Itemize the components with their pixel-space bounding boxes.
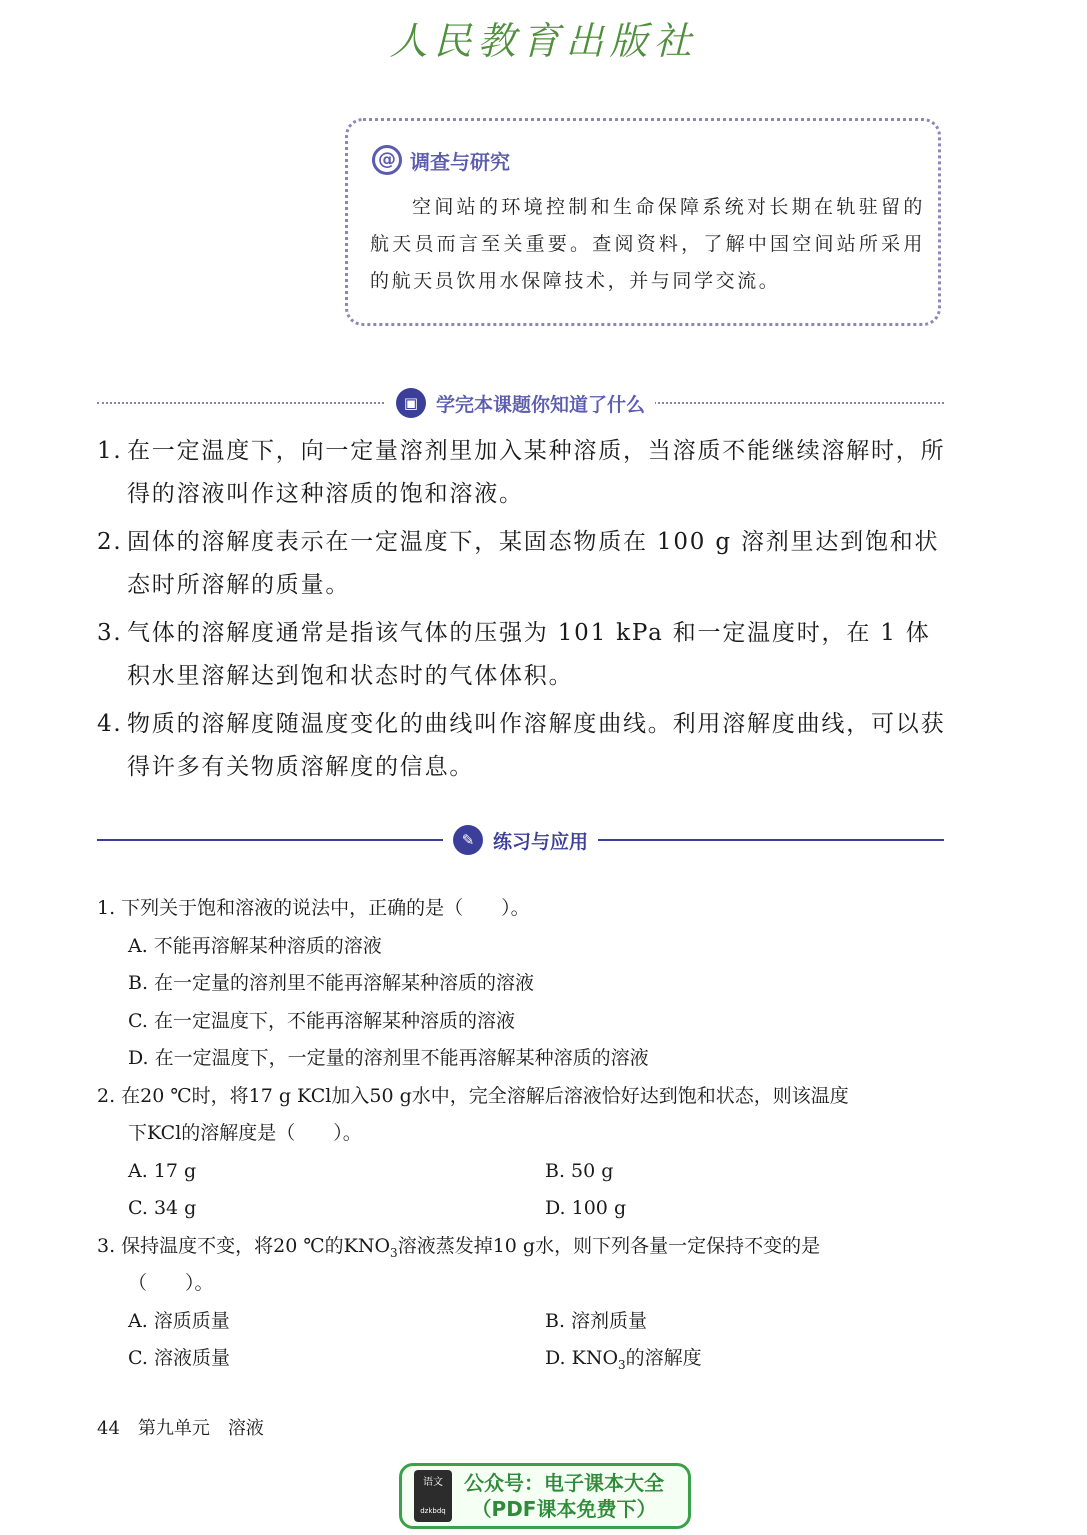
summary-item: 2. 固体的溶解度表示在一定温度下，某固态物质在 100 g 溶剂里达到饱和状态时所溶解的质量。 xyxy=(97,529,940,598)
promo-text: 公众号：电子课本大全 （PDF课本免费下） xyxy=(464,1471,664,1521)
question-2-options-row xyxy=(97,1190,947,1228)
at-sign-icon: @ xyxy=(372,145,402,175)
question-3-options-row xyxy=(97,1303,947,1341)
question-2-stem: 2. 在20 ℃时，将17 g KCl加入50 g水中，完全溶解后溶液恰好达到饱和状态，则该温度 xyxy=(97,1084,849,1107)
summary-heading-label xyxy=(386,388,655,418)
inquiry-text: 空间站的环境控制和生命保障系统对长期在轨驻留的航天员而言至关重要。查阅资料，了解中国空间站所采用的航天员饮用水保障技术，并与同学交流。 xyxy=(370,196,925,292)
summary-list xyxy=(97,430,947,789)
question-3-option-d: D. $KNO_3$的溶解度 xyxy=(545,1347,702,1372)
publisher-logo: 人民教育出版社 xyxy=(389,19,698,63)
pencil-icon: ✎ xyxy=(453,825,483,855)
question-1-option-a: A. 不能再溶解某种溶质的溶液 xyxy=(128,934,382,957)
summary-item: 3. 气体的溶解度通常是指该气体的压强为 101 kPa 和一定温度时，在 1 体积水里溶解达到饱和状态时的气体体积。 xyxy=(97,620,931,689)
question-1-option-c: C. 在一定温度下，不能再溶解某种溶质的溶液 xyxy=(128,1009,515,1032)
promo-badge[interactable] xyxy=(399,1463,691,1529)
question-3-option-a: A. 溶质质量 xyxy=(128,1309,230,1332)
summary-item: 4. 物质的溶解度随温度变化的曲线叫作溶解度曲线。利用溶解度曲线，可以获得许多有关物质溶解度的信息。 xyxy=(97,711,946,780)
question-2-option-b: B. 50 g xyxy=(545,1159,614,1182)
question-2-option-c: C. 34 g xyxy=(128,1197,197,1219)
page-number: 44 xyxy=(97,1418,120,1439)
question-1-stem: 1. 下列关于饱和溶液的说法中，正确的是（ ）。 xyxy=(97,897,530,919)
question-3-stem-cont: （ ）。 xyxy=(128,1272,214,1294)
summary-heading: 学完本课题你知道了什么 xyxy=(435,393,645,416)
inquiry-header xyxy=(372,145,510,175)
summary-divider xyxy=(97,383,944,423)
page-footer xyxy=(97,1414,282,1440)
question-2-option-a: A. 17 g xyxy=(128,1159,197,1182)
exercise-heading-label xyxy=(443,825,598,855)
question-3-option-b: B. 溶剂质量 xyxy=(545,1309,648,1332)
topic-label: 溶液 xyxy=(227,1418,264,1439)
question-3-option-c: C. 溶液质量 xyxy=(128,1347,230,1369)
question-2-option-d: D. 100 g xyxy=(545,1197,627,1219)
inquiry-title: 调查与研究 xyxy=(410,149,510,174)
book-icon: ▣ xyxy=(396,388,426,418)
question-1-option-b: B. 在一定量的溶剂里不能再溶解某种溶质的溶液 xyxy=(128,972,535,994)
exercise-divider xyxy=(97,820,944,860)
question-2-options-row xyxy=(97,1153,947,1191)
exercise-list xyxy=(97,890,947,1378)
question-2-stem-cont: 下KCl的溶解度是（ ）。 xyxy=(128,1122,362,1144)
unit-label: 第九单元 xyxy=(137,1418,210,1439)
summary-item: 1. 在一定温度下，向一定量溶剂里加入某种溶质，当溶质不能继续溶解时，所得的溶液叫作这种溶质的饱和溶液。 xyxy=(97,438,946,507)
inquiry-box xyxy=(345,118,941,326)
book-app-icon: 语文 dzkbdq xyxy=(414,1470,452,1522)
question-3-stem: 3. 保持温度不变，将20 ℃的$KNO_3$溶液蒸发掉10 g水，则下列各量一定保持不变的是 xyxy=(97,1234,821,1260)
exercise-heading: 练习与应用 xyxy=(492,830,588,853)
question-3-options-row xyxy=(97,1340,947,1378)
question-1-option-d: D. 在一定温度下，一定量的溶剂里不能再溶解某种溶质的溶液 xyxy=(128,1047,649,1069)
